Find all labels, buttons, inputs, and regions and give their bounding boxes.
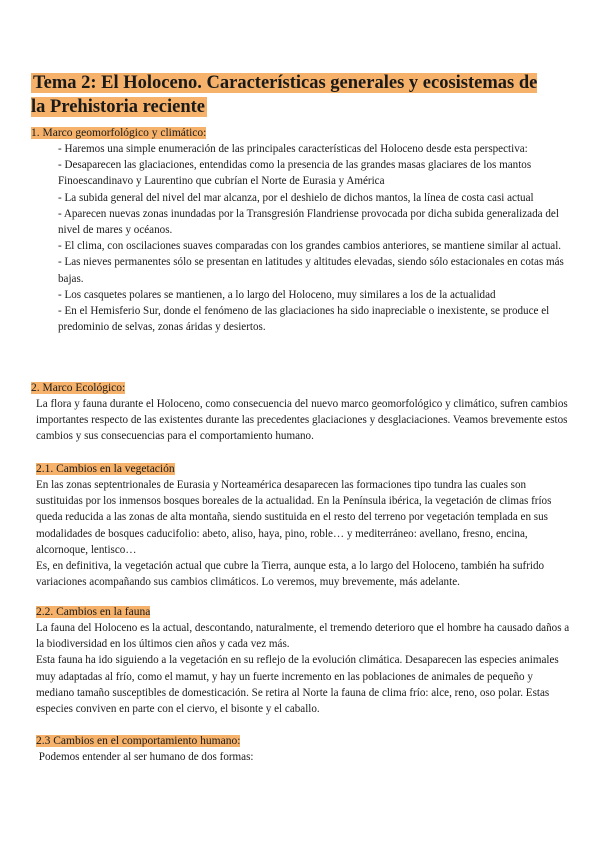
section-heading-2-2-text: 2.2. Cambios en la fauna [36, 606, 151, 618]
section-2-paragraph [36, 396, 572, 445]
section-2-3-body [36, 749, 572, 765]
list-item: - Desaparecen las glaciaciones, entendidas como la presencia de las grandes masas glaciares de los mantos Finoescandinavo y Laurentino que cubrían el Norte de Eurasia y América [58, 159, 532, 188]
list-item: - La subida general del nivel del mar alcanza, por el deshielo de dichos mantos, la línea de costa casi actual [58, 191, 534, 204]
list-item: - Los casquetes polares se mantienen, a lo largo del Holoceno, muy similares a los de la actualidad [58, 288, 496, 301]
page-title-text: Tema 2: El Holoceno. Características generales y ecosistemas de la Prehistoria reciente [31, 73, 538, 117]
paragraph-text: Podemos entender al ser humano de dos formas: [36, 751, 254, 763]
list-item: - En el Hemisferio Sur, donde el fenómeno de las glaciaciones ha sido inapreciable o inexistente, se produce el predominio de selvas, zonas áridas y desiertos. [58, 305, 550, 334]
section-heading-2-1 [36, 461, 175, 477]
section-2-2-body [36, 620, 572, 717]
section-1-list [58, 141, 578, 335]
paragraph-text: En las zonas septentrionales de Eurasia y Norteamérica desaparecen las formaciones tipo tundra las cuales son sustituidas por los inmensos bosques boreales de la actualidad. En la Península ibérica, la vegetación de climas fríos queda reducida a las zonas de alta montaña, siendo sustituida en el resto del terreno por vegetación templada en sus modalidades de bosques caducifolio: abeto, aliso, haya, pino, roble… y mediterráneo: avellano, fresno, encina, alcornoque, lentisco… [36, 479, 552, 556]
list-item: - Aparecen nuevas zonas inundadas por la Transgresión Flandriense provocada por dicha subida generalizada del nivel de mares y océanos. [58, 207, 559, 237]
section-heading-2-3-text: 2.3 Cambios en el comportamiento humano: [36, 735, 241, 747]
section-2-1-body [36, 477, 572, 590]
section-heading-2-3 [36, 733, 240, 749]
paragraph-text: Es, en definitiva, la vegetación actual que cubre la Tierra, aunque esta, a lo largo del Holoceno, también ha sufrido variaciones acompañando sus cambios climáticos. Lo veremos, muy brevemente, más adelante. [36, 560, 545, 589]
section-heading-1 [31, 125, 206, 141]
section-heading-2 [31, 380, 125, 396]
section-heading-1-text: 1. Marco geomorfológico y climático: [31, 127, 207, 139]
section-heading-2-2 [36, 604, 150, 620]
section-heading-2-1-text: 2.1. Cambios en la vegetación [36, 463, 175, 475]
paragraph-text: Esta fauna ha ido siguiendo a la vegetación en su reflejo de la evolución climática. Desaparecen las especies animales muy adaptadas al frío, como el mamut, y hay un fuerte incremento en las poblaciones de animales de pequeño y mediano tamaño susceptibles de domesticación. Se retira al Norte la fauna de clima frío: alce, reno, oso polar. Estas especies conviven en parte con el ciervo, el bisonte y el caballo. [36, 654, 559, 716]
paragraph-text: La fauna del Holoceno es la actual, descontando, naturalmente, el tremendo deterioro que el hombre ha causado daños a la biodiversidad en los últimos cien años y cada vez más. [36, 622, 570, 651]
list-item: - Haremos una simple enumeración de las principales características del Holoceno desde esta perspectiva: [58, 143, 528, 155]
list-item: - Las nieves permanentes sólo se presentan en latitudes y altitudes elevadas, siendo sólo estacionales en cotas más bajas. [58, 256, 564, 285]
paragraph-text: La flora y fauna durante el Holoceno, como consecuencia del nuevo marco geomorfológico y climático, sufren cambios importantes respecto de las existentes durante las precedentes glaciaciones y desglaciaciones. Veamos brevemente estos cambios y sus consecuencias para el comportamiento humano. [36, 398, 568, 443]
list-item: - El clima, con oscilaciones suaves comparadas con los grandes cambios anteriores, se mantiene similar al actual. [58, 240, 562, 253]
section-heading-2-text: 2. Marco Ecológico: [31, 382, 126, 394]
page-title [31, 71, 551, 119]
